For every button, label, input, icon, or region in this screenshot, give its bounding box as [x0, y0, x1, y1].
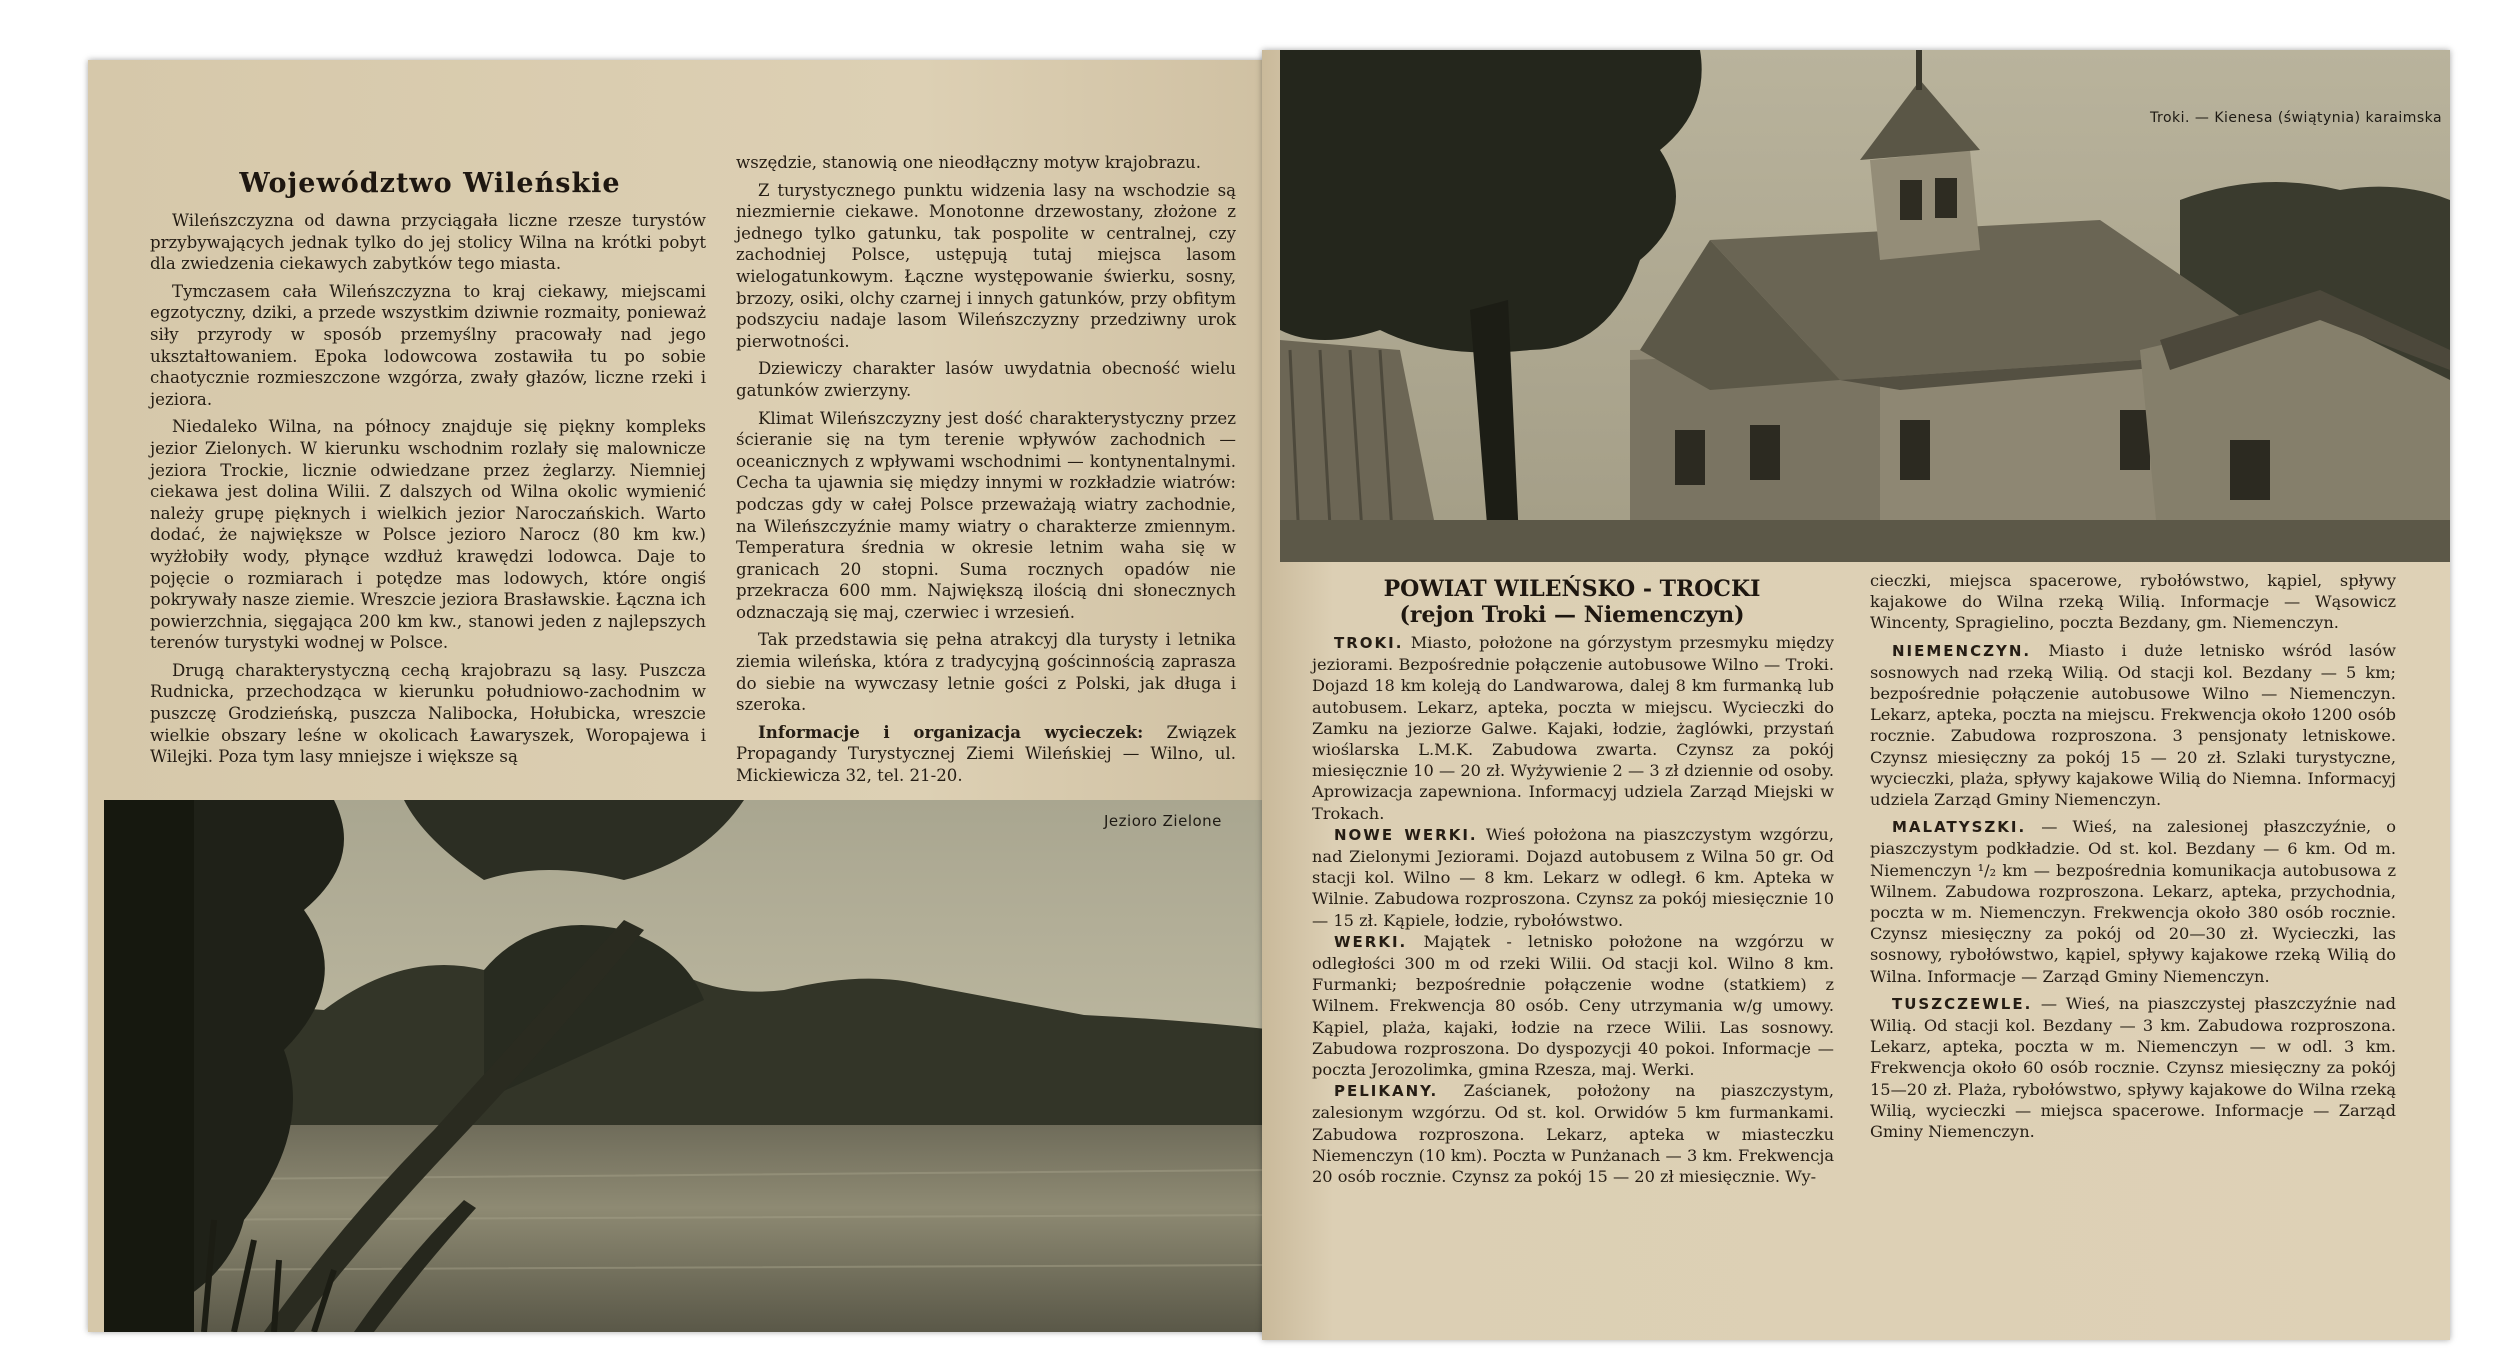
paragraph: Wileńszczyzna od dawna przyciągała liczne rzesze turystów przybywających jednak tylko do jej stolicy Wilna na krótki pobyt dla zwiedzenia ciekawych zabytków tego miasta. [150, 211, 706, 274]
right-text-column-2 [1870, 570, 2396, 1142]
paragraph: Tak przedstawia się pełna atrakcyj dla turysty i letnika ziemia wileńska, która z tradycyjną gościnnością zaprasza do siebie na wywczasy letnie gości z Polski, jak długa i szeroka. [736, 630, 1236, 715]
section-heading [1312, 576, 1832, 628]
paragraph: Niedaleko Wilna, na północy znajduje się piękny kompleks jezior Zielonych. W kierunku wschodnim rozlały się malownicze jeziora Trockie, licznie odwiedzane przez żeglarzy. Niemniej ciekawa jest dolina Wilii. Z dalszych od Wilna okolic wymienić należy grupę pięknych i wielkich jezior Naroczańskich. Warto dodać, że największe w Polsce jezioro Narocz (80 km kw.) wyżłobiły wody, płynące wzdłuż krawędzi lodowca. Daje to pojęcie o rozmiarach i potędze mas lodowych, które ongiś pokrywały nasze ziemie. Wreszcie jeziora Brasławskie. Łączna ich powierzchnia, sięgająca 200 km kw., stanowi jeden z najlepszych terenów turystyki wodnej w Polsce. [150, 417, 706, 653]
entry-text: Miasto, położone na górzystym przesmyku między jeziorami. Bezpośrednie połączenie autobusowe Wilno — Troki. Dojazd 18 km koleją do Landwarowa, dalej 8 km furmanką lub autobusem. Lekarz, apteka, poczta w miejscu. Wycieczki do Zamku na jeziorze Galwe. Kajaki, łodzie, żaglówki, przystań wioślarska L.M.K. Zabudowa zwarta. Czynsz za pokój miesięcznie 10 — 20 zł. Wyżywienie 2 — 3 zł dziennie od osoby. Aprowizacja zapewniona. Informacyj udziela Zarząd Miejski w Trokach. [1312, 633, 1834, 823]
entry-continuation: cieczki, miejsca spacerowe, rybołówstwo, kąpiel, spływy kajakowe do Wilna rzeką Wilią. Informacje — Wąsowicz Wincenty, Spragielino, poczta Bezdany, gm. Niemenczyn. [1870, 571, 2396, 633]
place-name: MALATYSZKI. [1892, 818, 2027, 837]
entry-text: — Wieś, na piaszczystej płaszczyźnie nad Wilią. Od stacji kol. Bezdany — 3 km. Zabudowa rozproszona. Lekarz, apteka, poczta w m. Niemenczyn — w odl. 3 km. Frekwencja około 60 osób rocznie. Czynsz miesięczny za pokój 15—20 zł. Plaża, rybołówstwo, spływy kajakowe do Wilna rzeką Wilią, wycieczki — miejsca spacerowe. Informacje — Zarząd Gminy Niemenczyn. [1870, 993, 2396, 1142]
place-name: NOWE WERKI. [1334, 825, 1478, 844]
paragraph: Tymczasem cała Wileńszczyzna to kraj ciekawy, miejscami egzotyczny, dziki, a przede wszystkim dziwnie rozmaity, ponieważ siły przyrody w sposób przemyślny pracowały nad jego ukształtowaniem. Epoka lodowcowa zostawiła tu po sobie chaotycznie rozmieszczone wzgórza, zwały głazów, liczne rzeki i jeziora. [150, 281, 706, 409]
church-photo [1280, 50, 2450, 562]
section-heading-line-1: POWIAT WILEŃSKO - TROCKI [1383, 576, 1761, 602]
entry-text: Miasto i duże letnisko wśród lasów sosnowych nad rzeką Wilią. Od stacji kol. Bezdany — 5 km; bezpośrednie połączenie autobusowe Wilno — Niemenczyn. Lekarz, apteka, poczta na miejscu. Frekwencja około 1200 osób rocznie. Zabudowa rozproszona. 3 pensjonaty letniskowe. Czynsz miesięczny za pokój 15 — 20 zł. Szlaki turystyczne, wycieczki, plaża, spływy kajakowe Wilią do Niemna. Informacyj udziela Zarząd Gminy Niemenczyn. [1870, 640, 2396, 810]
entry-nowe-werki [1312, 824, 1834, 931]
left-page [88, 60, 1276, 1332]
lake-photo [104, 800, 1276, 1332]
entry-text: Wieś położona na piaszczystym wzgórzu, nad Zielonymi Jeziorami. Dojazd autobusem z Wilna 50 gr. Od stacji kol. Wilno — 8 km. Lekarz w odległ. 6 km. Apteka w Wilnie. Zabudowa rozproszona. Czynsz za pokój miesięcznie 10 — 15 zł. Kąpiele, łodzie, rybołówstwo. [1312, 824, 1834, 930]
entry-pelikany [1312, 1080, 1834, 1187]
church-photo-image [1280, 50, 2450, 562]
church-photo-caption: Troki. — Kienesa (świątynia) karaimska [2150, 110, 2443, 126]
left-text-column-1 [150, 210, 706, 768]
entry-text: — Wieś, na zalesionej płaszczyźnie, o piaszczystym podkładzie. Od st. kol. Bezdany — 6 km. Od m. Niemenczyn ¹/₂ km — bezpośrednia komunikacja autobusowa z Wilnem. Zabudowa rozproszona. Lekarz, apteka, przychodnia, poczta w m. Niemenczyn. Frekwencja około 380 osób rocznie. Czynsz miesięczny za pokój od 20—30 zł. Wycieczki, las sosnowy, rybołówstwo, kąpiel, spływy kajakowe rzeką Wilią do Wilna. Informacje — Zarząd Gminy Niemenczyn. [1870, 817, 2396, 986]
place-name: WERKI. [1334, 932, 1408, 951]
entry-werki [1312, 931, 1834, 1080]
entry-troki [1312, 632, 1834, 824]
place-name: TUSZCZEWLE. [1892, 994, 2033, 1013]
place-name: PELIKANY. [1334, 1082, 1439, 1101]
info-label: Informacje i organizacja wycieczek: [758, 721, 1144, 742]
right-text-column-1 [1312, 632, 1834, 1187]
info-paragraph [736, 722, 1236, 787]
page-title: Województwo Wileńskie [239, 168, 621, 199]
paragraph: wszędzie, stanowią one nieodłączny motyw krajobrazu. [736, 153, 1202, 172]
entry-malatyszki [1870, 816, 2396, 987]
left-text-column-2 [736, 152, 1236, 787]
right-page [1262, 50, 2450, 1340]
section-heading-line-2: (rejon Troki — Niemenczyn) [1399, 602, 1745, 628]
place-name: NIEMENCZYN. [1892, 641, 2032, 660]
lake-photo-image [104, 800, 1276, 1332]
paragraph: Dziewiczy charakter lasów uwydatnia obecność wielu gatunków zwierzyny. [736, 359, 1236, 400]
entry-tuszczewle [1870, 993, 2396, 1142]
paragraph: Drugą charakterystyczną cechą krajobrazu są lasy. Puszcza Rudnicka, przechodząca w kierunku południowo-zachodnim w puszczę Grodzieńską, puszcza Nalibocka, Hołubicka, wreszcie wielkie obszary leśne w okolicach Ławaryszek, Woropajewa i Wilejki. Poza tym lasy mniejsze i większe są [150, 660, 706, 767]
info-text: Związek Propagandy Turystycznej Ziemi Wileńskiej — Wilno, ul. Mickiewicza 32, tel. 21-20. [736, 722, 1236, 786]
place-name: TROKI. [1334, 634, 1404, 652]
entry-niemenczyn [1870, 640, 2396, 811]
entry-text: Majątek - letnisko położone na wzgórzu w odległości 300 m od rzeki Wilii. Od stacji kol. Wilno 8 km. Furmanki; bezpośrednie połączenie wodne (statkiem) z Wilnem. Frekwencja 80 osób. Ceny utrzymania w/g umowy. Kąpiel, plaża, kajaki, łodzie na rzece Wilii. Las sosnowy. Zabudowa rozproszona. Do dyspozycji 40 pokoi. Informacje — poczta Jerozolimka, gmina Rzesza, maj. Werki. [1312, 931, 1834, 1080]
paragraph: Klimat Wileńszczyzny jest dość charakterystyczny przez ścieranie się na tym terenie wpływów zachodnich — oceanicznych z wpływami wschodnimi — kontynentalnymi. Cecha ta ujawnia się między innymi w rozkładzie wiatrów: podczas gdy w całej Polsce przeważają wiatry zachodnie, na Wileńszczyźnie mamy wiatry o charakterze zmiennym. Temperatura średnia w okresie letnim waha się w granicach 20 stopni. Suma rocznych opadów nie przekracza 600 mm. Największą ilością dni słonecznych odznaczają się maj, czerwiec i wrzesień. [736, 408, 1236, 622]
lake-photo-caption: Jezioro Zielone [1104, 812, 1222, 830]
entry-text: Zaścianek, położony na piaszczystym, zalesionym wzgórzu. Od st. kol. Orwidów 5 km furmankami. Zabudowa rozproszona. Lekarz, apteka w miasteczku Niemenczyn (10 km). Poczta w Punżanach — 3 km. Frekwencja 20 osób rocznie. Czynsz za pokój 15 — 20 zł miesięcznie. Wy- [1312, 1081, 1834, 1187]
paragraph: Z turystycznego punktu widzenia lasy na wschodzie są niezmiernie ciekawe. Monotonne drzewostany, złożone z jednego tylko gatunku, tak pospolite w centralnej, czy zachodniej Polsce, ustępują tutaj miejsca lasom wielogatunkowym. Łączne występowanie świerku, sosny, brzozy, osiki, olchy czarnej i innych gatunków, przy obfitym podszyciu nadaje lasom Wileńszczyzny przedziwny urok pierwotności. [736, 180, 1236, 351]
